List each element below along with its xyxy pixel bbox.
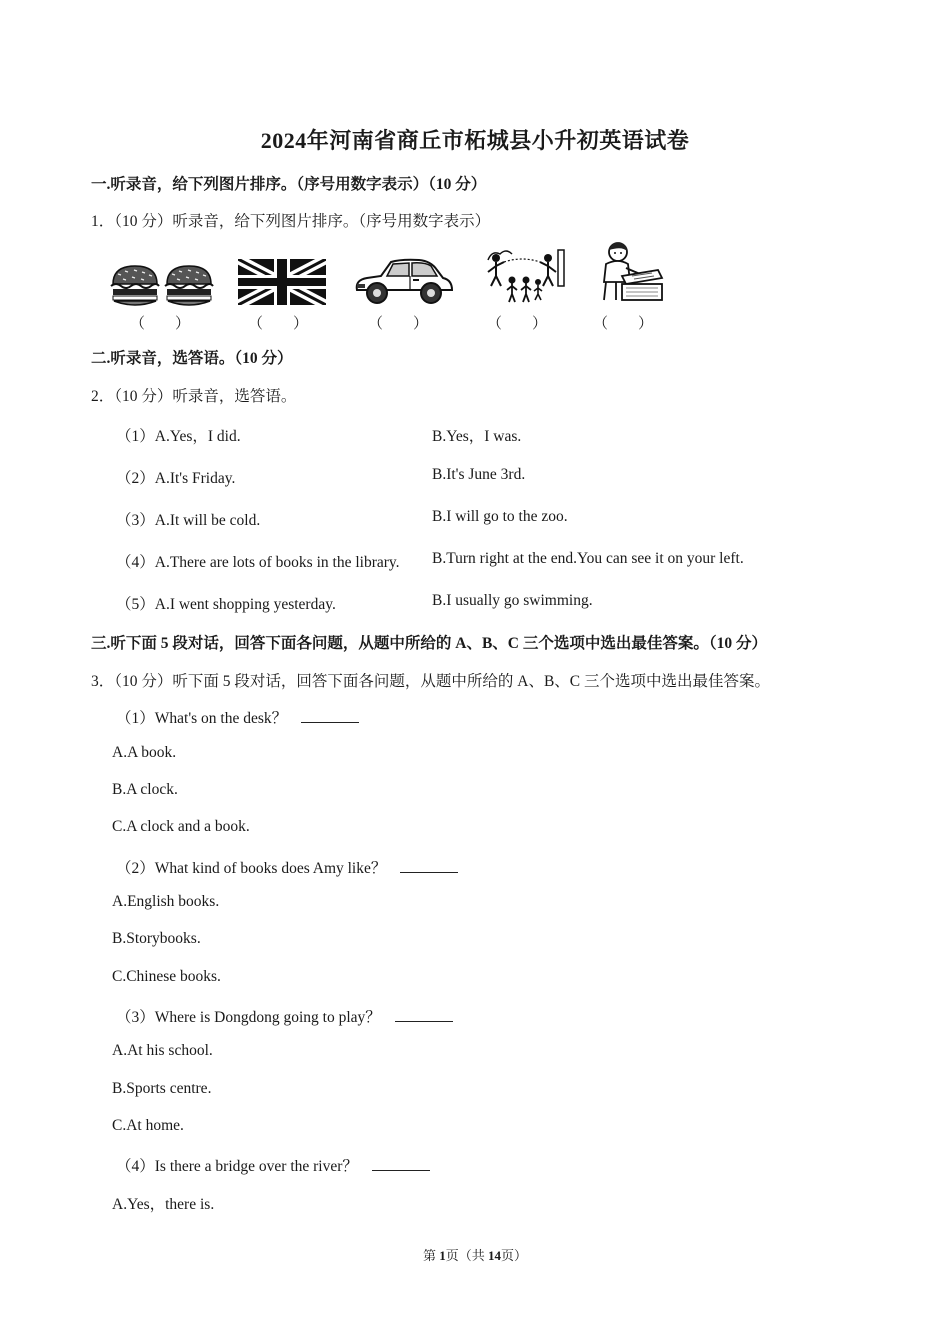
question-3: 3．（10 分）听下面 5 段对话，回答下面各问题，从题中所给的 A、B、C 三个选项中选出最佳答案。 [91, 673, 770, 690]
footer-mid: 页（共 [445, 1248, 488, 1263]
question-2: 2．（10 分）听录音，选答语。 [91, 388, 297, 405]
choice-b[interactable]: B.A clock. [112, 781, 178, 798]
choice-a[interactable]: A.At his school. [112, 1042, 213, 1059]
sub-question-2 [116, 856, 458, 878]
choice-b[interactable]: B.Storybooks. [112, 930, 201, 947]
footer-total-pages: 14 [488, 1248, 501, 1263]
choice-c[interactable]: C.At home. [112, 1117, 184, 1134]
sub-question-4 [116, 1154, 430, 1176]
car-icon [353, 258, 455, 306]
footer-suffix: 页） [501, 1248, 528, 1263]
answer-blank[interactable] [395, 1007, 453, 1022]
sub-question-stem: （1）What's on the desk？ [116, 710, 288, 727]
sub-question-stem: （4）Is there a bridge over the river？ [116, 1158, 358, 1175]
children-playing-icon [482, 242, 570, 304]
page-title: 2024年河南省商丘市柘城县小升初英语试卷 [260, 128, 690, 153]
picture-answer-blank[interactable]: （ ） [487, 316, 548, 332]
footer-page-number: 1 [439, 1248, 446, 1263]
option-a[interactable]: （4）A.There are lots of books in the library. [116, 554, 400, 571]
choice-c[interactable]: C.Chinese books. [112, 968, 221, 985]
section-3-heading: 三.听下面 5 段对话，回答下面各问题，从题中所给的 A、B、C 三个选项中选出最佳答案。（10 分） [91, 635, 767, 652]
option-b[interactable]: B.I usually go swimming. [432, 592, 593, 609]
option-b[interactable]: B.It's June 3rd. [432, 466, 526, 483]
footer-prefix: 第 [422, 1248, 440, 1263]
choice-c[interactable]: C.A clock and a book. [112, 818, 250, 835]
option-b[interactable]: B.Turn right at the end.You can see it on your left. [432, 550, 744, 567]
question-1: 1．（10 分）听录音，给下列图片排序。（序号用数字表示） [91, 213, 491, 230]
choice-a[interactable]: A.A book. [112, 744, 177, 761]
sub-question-stem: （3）Where is Dongdong going to play？ [116, 1009, 381, 1026]
section-2-heading: 二.听录音，选答语。（10 分） [91, 350, 293, 367]
choice-a[interactable]: A.English books. [112, 893, 220, 910]
picture-answer-blank[interactable]: （ ） [130, 316, 191, 332]
sub-question-1 [116, 706, 359, 728]
option-a[interactable]: （5）A.I went shopping yesterday. [116, 596, 336, 613]
option-a[interactable]: （3）A.It will be cold. [116, 512, 261, 529]
boy-at-desk-icon [592, 240, 666, 304]
choice-b[interactable]: B.Sports centre. [112, 1080, 212, 1097]
picture-answer-blank[interactable]: （ ） [593, 316, 654, 332]
option-b[interactable]: B.Yes，I was. [432, 428, 522, 445]
picture-answer-blank[interactable]: （ ） [368, 316, 429, 332]
answer-blank[interactable] [400, 858, 458, 873]
hamburgers-icon [110, 262, 216, 310]
option-a[interactable]: （2）A.It's Friday. [116, 470, 236, 487]
answer-blank[interactable] [372, 1156, 430, 1171]
picture-answer-blank[interactable]: （ ） [248, 316, 309, 332]
answer-blank[interactable] [301, 708, 359, 723]
page-footer [0, 1245, 950, 1264]
section-1-heading: 一.听录音，给下列图片排序。（序号用数字表示）（10 分） [91, 176, 487, 193]
choice-a[interactable]: A.Yes，there is. [112, 1196, 215, 1213]
uk-flag-icon [238, 259, 326, 305]
sub-question-3 [116, 1005, 453, 1027]
sub-question-stem: （2）What kind of books does Amy like？ [116, 860, 387, 877]
option-b[interactable]: B.I will go to the zoo. [432, 508, 568, 525]
option-a[interactable]: （1）A.Yes，I did. [116, 428, 241, 445]
